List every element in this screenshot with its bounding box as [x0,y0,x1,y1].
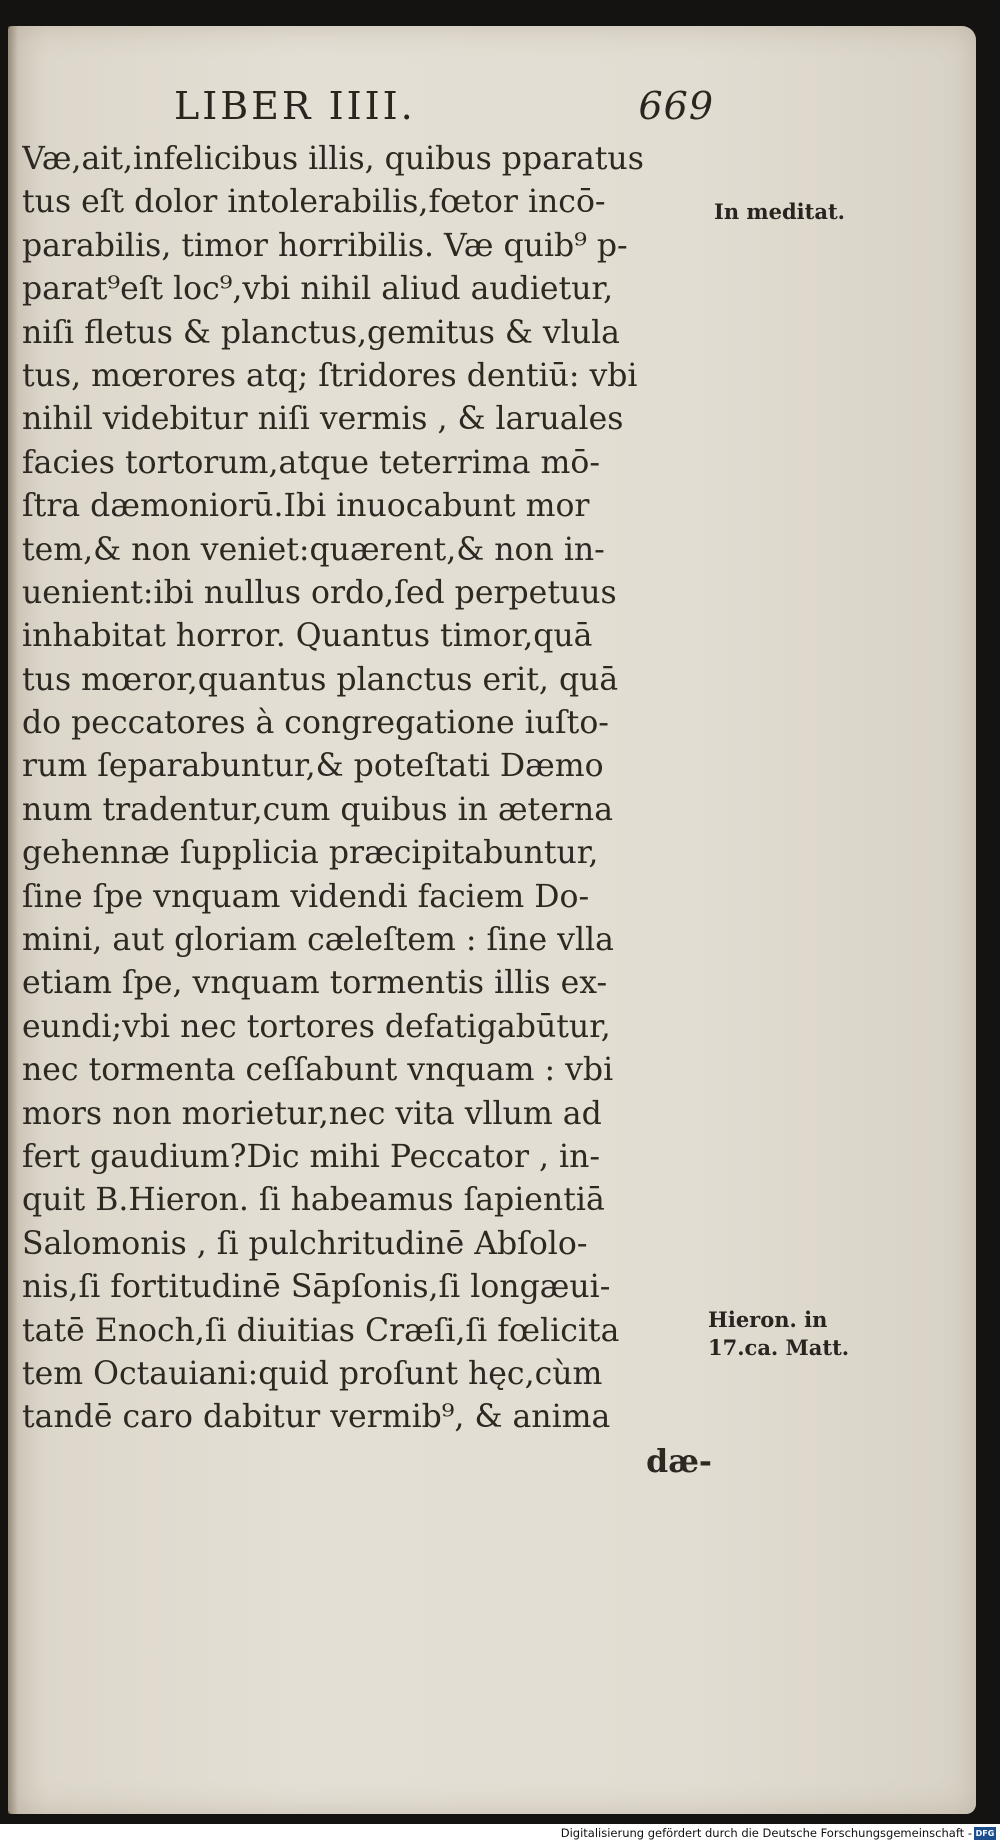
text-line: gehennæ ſupplicia præcipitabuntur, [22,835,599,872]
margin-note-text: In meditat. [714,199,845,224]
text-line: mini, aut gloriam cæleſtem : ſine vlla [22,922,614,959]
text-line: etiam ſpe, vnquam tormentis illis ex- [22,965,608,1002]
text-line: parabilis, timor horribilis. Væ quib⁹ p- [22,227,628,264]
text-line: inhabitat horror. Quantus timor,quā [22,618,593,655]
text-line: tus mœror,quantus planctus erit, quā [22,661,619,698]
margin-note-meditat [714,198,845,226]
text-line: tem Octauiani:quid proſunt hęc,cùm [22,1355,603,1392]
text-line: facies tortorum,atque teterrima mō- [22,444,600,481]
text-line: nec tormenta ceſſabunt vnquam : vbi [22,1052,614,1089]
text-line: nis,ſi fortitudinē Sāpſonis,ſi longæui- [22,1269,611,1306]
text-line: tus eſt dolor intolerabilis,fœtor incō- [22,184,606,221]
text-line: do peccatores à congregatione iuſto- [22,705,609,742]
funding-credit: Digitalisierung gefördert durch die Deutsche Forschungsgemeinschaft - [560,1826,972,1840]
margin-note-text: Hieron. in [708,1307,828,1332]
text-line: num tradentur,cum quibus in æterna [22,791,613,828]
text-line: fert gaudium?Dic mihi Peccator , in- [22,1138,601,1175]
running-head [174,84,714,142]
page-gutter-shadow [8,26,18,1814]
margin-note-text: 17.ca. Matt. [708,1335,850,1360]
page-number: 669 [638,84,714,128]
text-line: Salomonis , ſi pulchritudinē Abſolo- [22,1225,588,1262]
text-line: uenient:ibi nullus ordo,ſed perpetuus [22,574,617,611]
text-line: mors non morietur,nec vita vllum ad [22,1095,602,1132]
text-line: niſi fletus & planctus,gemitus & vlula [22,314,620,351]
text-line: tatē Enoch,ſi diuitias Cræſi,ſi fœlicita [22,1312,620,1349]
dfg-logo-icon: DFG [975,1829,995,1838]
text-line: ſtra dæmoniorū.Ibi inuocabunt mor [22,488,590,525]
digitization-footer [0,1824,1000,1844]
body-text [22,138,712,1483]
text-line: parat⁹eſt loc⁹,vbi nihil aliud audietur, [22,271,614,308]
text-line: eundi;vbi nec tortores defatigabūtur, [22,1008,611,1045]
text-line: rum ſeparabuntur,& poteſtati Dæmo [22,748,604,785]
text-line: tus, mœrores atq; ſtridores dentiū: vbi [22,357,638,394]
margin-note-hieron [708,1306,849,1362]
text-line: tem,& non veniet:quærent,& non in- [22,531,605,568]
text-line: quit B.Hieron. ſi habeamus ſapientiā [22,1182,605,1219]
catchword: dæ- [646,1442,712,1480]
text-line: Væ,ait,infelicibus illis, quibus pparatus [22,141,644,177]
text-line: tandē caro dabitur vermib⁹, & anima [22,1399,611,1436]
running-head-title: LIBER IIII. [174,84,416,128]
text-line: nihil videbitur niſi vermis , & laruales [22,401,624,438]
text-line: ſine ſpe vnquam videndi faciem Do- [22,878,590,915]
